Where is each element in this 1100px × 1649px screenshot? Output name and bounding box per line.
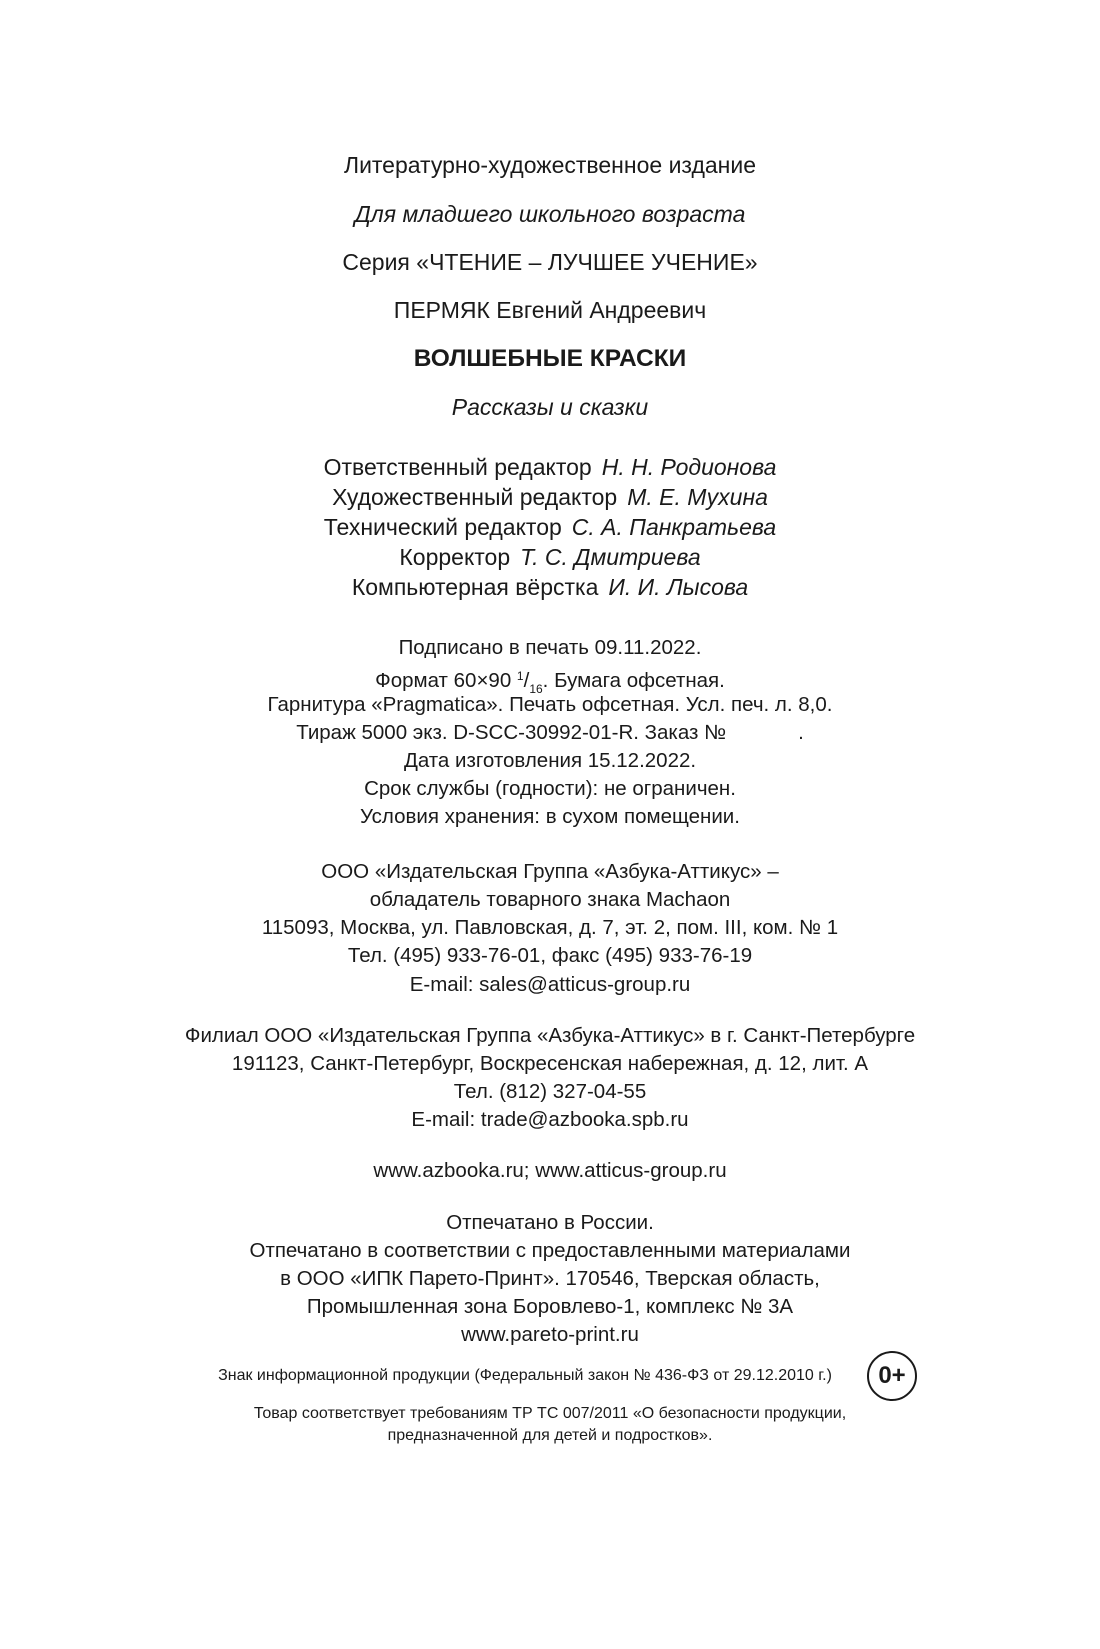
publisher-name: ООО «Издательская Группа «Азбука-Аттикус» – (321, 860, 779, 883)
credit-line (0, 483, 1100, 511)
signed-date: Подписано в печать 09.11.2022. (398, 636, 702, 659)
credit-line (0, 543, 1100, 571)
credit-line (0, 513, 1100, 541)
credit-role: Компьютерная вёрстка (351, 574, 599, 600)
printer-line: Промышленная зона Боровлево-1, комплекс № 3А (306, 1295, 794, 1318)
run-end: . (798, 721, 804, 744)
credit-name: С. А. Панкратьева (571, 514, 777, 540)
branch-name: Филиал ООО «Издательская Группа «Азбука-Аттикус» в г. Санкт-Петербурге (184, 1024, 916, 1047)
websites: www.azbooka.ru; www.atticus-group.ru (373, 1159, 727, 1182)
book-title: ВОЛШЕБНЫЕ КРАСКИ (413, 345, 687, 372)
typeface-line: Гарнитура «Pragmatica». Печать офсетная. Усл. печ. л. 8,0. (267, 693, 833, 716)
credit-name: И. И. Лысова (608, 574, 749, 600)
age-group: Для младшего школьного возраста (354, 201, 746, 227)
edition-type: Литературно-художественное издание (343, 152, 757, 178)
branch-phone: Тел. (812) 327-04-55 (453, 1080, 647, 1103)
conformity-line: Товар соответствует требованиям ТР ТС 007/2011 «О безопасности продукции, (253, 1405, 847, 1422)
series: Серия «ЧТЕНИЕ – ЛУЧШЕЕ УЧЕНИЕ» (342, 249, 758, 275)
publisher-address: 115093, Москва, ул. Павловская, д. 7, эт. 2, пом. III, ком. № 1 (261, 916, 839, 939)
printer-line: Отпечатано в соответствии с предоставленными материалами (249, 1239, 851, 1262)
format-num: 1 (516, 669, 524, 683)
shelf-life: Срок службы (годности): не ограничен. (364, 777, 736, 800)
storage: Условия хранения: в сухом помещении. (360, 805, 740, 828)
credit-role: Художественный редактор (332, 484, 618, 510)
run-text: Тираж 5000 экз. D-SCC-30992-01-R. Заказ № (296, 721, 727, 744)
format-suffix: . Бумага офсетная. (542, 669, 725, 692)
age-rating-badge: 0+ (867, 1351, 917, 1401)
credit-line (0, 453, 1100, 481)
format-prefix: Формат 60×90 (375, 669, 512, 692)
conformity-line: предназначенной для детей и подростков». (387, 1427, 713, 1444)
printer-line: в ООО «ИПК Парето-Принт». 170546, Тверская область, (280, 1267, 820, 1290)
publisher-email: E-mail: sales@atticus-group.ru (409, 973, 691, 996)
credit-role: Технический редактор (323, 514, 562, 540)
info-product-sign: Знак информационной продукции (Федеральный закон № 436-ФЗ от 29.12.2010 г.) (218, 1367, 832, 1384)
run-line (0, 720, 1100, 746)
made-date: Дата изготовления 15.12.2022. (403, 749, 697, 772)
publisher-phone: Тел. (495) 933-76-01, факс (495) 933-76-19 (347, 944, 753, 967)
branch-email: E-mail: trade@azbooka.spb.ru (411, 1108, 689, 1131)
credit-name: Н. Н. Родионова (601, 454, 777, 480)
credit-role: Корректор (399, 544, 511, 570)
credit-role: Ответственный редактор (323, 454, 592, 480)
format-fraction: $^1/_{16}$ (516, 669, 543, 696)
publisher-trademark: обладатель товарного знака Machaon (369, 888, 731, 911)
credit-line (0, 573, 1100, 601)
branch-address: 191123, Санкт-Петербург, Воскресенская набережная, д. 12, лит. А (231, 1052, 869, 1075)
credit-name: М. Е. Мухина (627, 484, 768, 510)
credit-name: Т. С. Дмитриева (520, 544, 701, 570)
author: ПЕРМЯК Евгений Андреевич (393, 297, 707, 323)
book-subtitle: Рассказы и сказки (451, 394, 649, 420)
printed-in: Отпечатано в России. (446, 1211, 654, 1234)
printer-site: www.pareto-print.ru (461, 1323, 639, 1346)
format-den: 16 (529, 682, 543, 696)
